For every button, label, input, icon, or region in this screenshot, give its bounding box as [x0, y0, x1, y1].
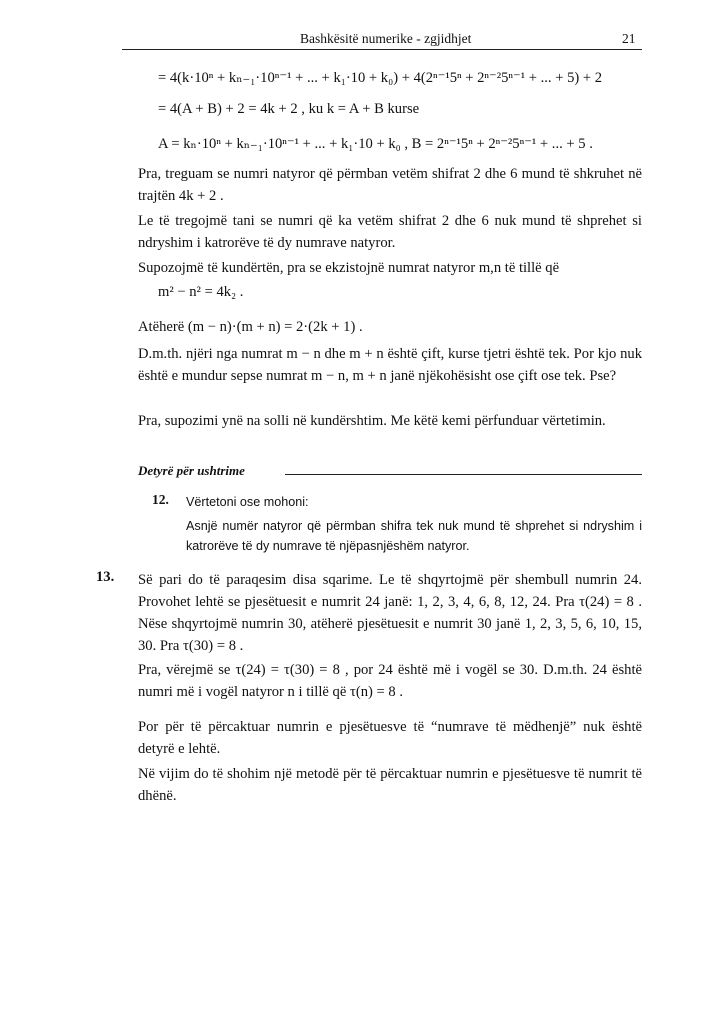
- equation-line-1: = 4(k·10ⁿ + kₙ₋₁·10ⁿ⁻¹ + ... + k₁·10 + k₀) + 4(2ⁿ⁻¹5ⁿ + 2ⁿ⁻²5ⁿ⁻¹ + ... + 5) + 2: [158, 70, 603, 86]
- running-header-title: Bashkësitë numerike - zgjidhjet: [300, 31, 472, 46]
- paragraph-conclusion: Pra, treguam se numri natyror që përmban vetëm shifrat 2 dhe 6 mund të shkruhet në trajtën 4k + 2 .: [138, 166, 642, 204]
- exercise-12-body: Asnjë numër natyror që përmban shifra tek nuk mund të shprehet si ndryshim i katrorëve të dy numrave të njëpasnjëshëm natyror.: [186, 519, 642, 553]
- exercise-12-prompt: Vërtetoni ose mohoni:: [186, 495, 309, 509]
- equation-assumption: m² − n² = 4k₂ .: [158, 284, 244, 300]
- header-rule: [122, 49, 642, 50]
- section-13-paragraph-4: Në vijim do të shohim një metodë për të përcaktuar numrin e pjesëtuesve të numrit të dhënë.: [138, 766, 642, 804]
- section-13-paragraph-1: Së pari do të paraqesim disa sqarime. Le të shqyrtojmë për shembull numrin 24. Provohet lehtë se pjesëtuesit e numrit 24 janë: 1, 2, 3, 4, 6, 8, 12, 24. Pra τ(24) = 8 . Nëse shqyrtojmë numrin 30, atëherë pjesëtuesit e numrit 30 janë 1, 2, 3, 5, 6, 10, 15, 30. Pra τ(30) = 8 .: [138, 572, 642, 654]
- paragraph-claim: Le të tregojmë tani se numri që ka vetëm shifrat 2 dhe 6 nuk mund të shprehet si ndryshim i katrorëve të dy numrave natyror.: [138, 213, 642, 251]
- equation-line-2: = 4(A + B) + 2 = 4k + 2 , ku k = A + B kurse: [158, 101, 420, 117]
- section-13-number: 13.: [96, 569, 115, 585]
- paragraph-then: Atëherë (m − n)·(m + n) = 2·(2k + 1) .: [138, 319, 363, 335]
- exercise-12-number: 12.: [152, 492, 169, 507]
- section-13-paragraph-3: Por për të përcaktuar numrin e pjesëtuesve të “numrave të mëdhenjë” nuk është detyrë e lehtë.: [138, 719, 642, 757]
- equation-line-3: A = kₙ·10ⁿ + kₙ₋₁·10ⁿ⁻¹ + ... + k₁·10 + k₀ , B = 2ⁿ⁻¹5ⁿ + 2ⁿ⁻²5ⁿ⁻¹ + ... + 5 .: [158, 136, 593, 152]
- paragraph-contradiction: Pra, supozimi ynë na solli në kundërshtim. Me këtë kemi përfunduar vërtetimin.: [138, 413, 606, 429]
- exercises-heading: Detyrë për ushtrime: [138, 463, 245, 478]
- page-number: 21: [622, 31, 636, 46]
- section-13-paragraph-2: Pra, vërejmë se τ(24) = τ(30) = 8 , por 24 është më i vogël se 30. D.m.th. 24 është numri më i vogël natyror n i tillë që τ(n) = 8 .: [138, 662, 642, 700]
- paragraph-assumption: Supozojmë të kundërtën, pra se ekzistojnë numrat natyror m,n të tillë që: [138, 260, 560, 276]
- exercises-rule: [285, 474, 642, 475]
- paragraph-parity: D.m.th. njëri nga numrat m − n dhe m + n është çift, kurse tjetri është tek. Por kjo nuk është e mundur sepse numrat m − n, m + n janë njëkohësisht ose çift ose tek. Pse?: [138, 346, 642, 384]
